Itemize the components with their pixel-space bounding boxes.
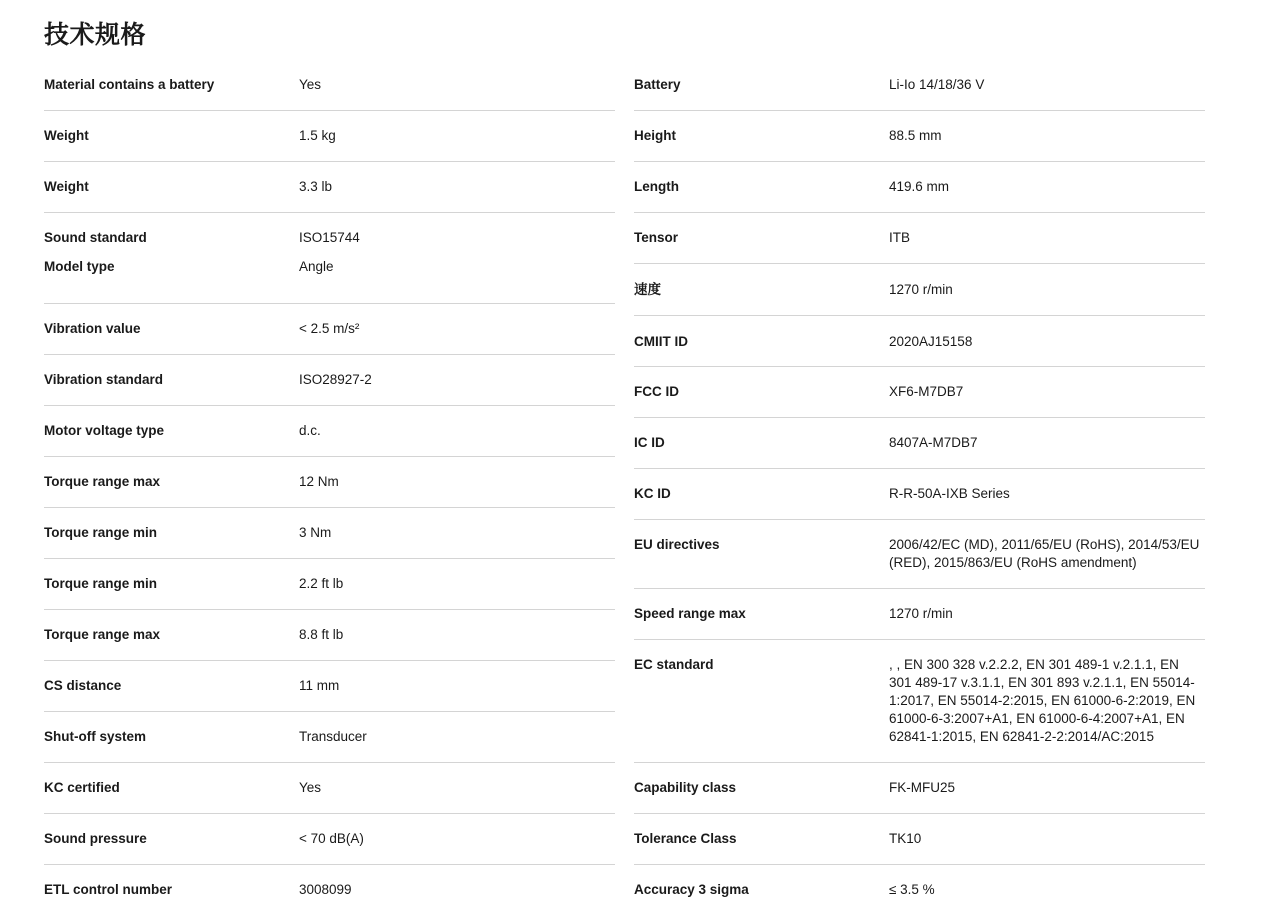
spec-row [634, 111, 1205, 162]
spec-label: Length [634, 179, 679, 194]
spec-value: XF6-M7DB7 [889, 384, 964, 399]
spec-row [44, 355, 615, 406]
spec-row [44, 213, 615, 253]
spec-row [44, 111, 615, 162]
spec-label: Shut-off system [44, 729, 147, 744]
page-title: 技术规格 [44, 20, 147, 49]
spec-row [634, 264, 1205, 316]
spec-label: Material contains a battery [44, 77, 215, 92]
spec-row [44, 763, 615, 814]
spec-label: Weight [44, 179, 89, 194]
spec-label: IC ID [634, 435, 665, 450]
spec-value: 8407A-M7DB7 [889, 435, 978, 450]
spec-row [44, 661, 615, 712]
spec-row [634, 316, 1205, 367]
spec-row [44, 508, 615, 559]
spec-label: KC certified [44, 780, 120, 795]
spec-value: 419.6 mm [889, 179, 950, 194]
spec-label: Tolerance Class [634, 831, 737, 846]
spec-column-right [634, 60, 1205, 904]
spec-value: 11 mm [299, 678, 340, 693]
spec-row [634, 589, 1205, 640]
spec-value: 2006/42/EC (MD), 2011/65/EU (RoHS), 2014/53/EU (RED), 2015/863/EU (RoHS amendment) [889, 537, 1200, 570]
spec-label: Accuracy 3 sigma [634, 882, 749, 897]
spec-label: Speed range max [634, 606, 746, 621]
spec-label: Vibration value [44, 321, 141, 336]
spec-label: Vibration standard [44, 372, 164, 387]
spec-label: EU directives [634, 537, 720, 552]
spec-value: ITB [889, 230, 911, 245]
spec-label: Weight [44, 128, 89, 143]
spec-value: , , EN 300 328 v.2.2.2, EN 301 489-1 v.2.1.1, EN 301 489-17 v.3.1.1, EN 301 893 v.2.1.1, EN 55014-1:2017, EN 55014-2:2015, EN 61000-6-2:2019, EN 61000-6-3:2007+A1, EN 61000-6-4:2007+A1, EN 62841-1:2015, EN 62841-2-2:2014/AC:2015 [889, 657, 1196, 744]
spec-row [44, 712, 615, 763]
spec-label: Torque range min [44, 525, 158, 540]
spec-row [634, 865, 1205, 904]
spec-row [44, 457, 615, 508]
spec-label: 速度 [634, 282, 661, 297]
spec-row [634, 367, 1205, 418]
spec-row [44, 304, 615, 355]
spec-label: Tensor [634, 230, 679, 245]
spec-label: Torque range max [44, 474, 161, 489]
spec-value: Angle [299, 259, 334, 274]
spec-row [634, 640, 1205, 763]
spec-value: FK-MFU25 [889, 780, 956, 795]
spec-row [44, 559, 615, 610]
spec-row [44, 406, 615, 457]
spec-row [634, 213, 1205, 264]
spec-row [634, 60, 1205, 111]
spec-value: 1270 r/min [889, 606, 953, 621]
spec-label: Capability class [634, 780, 737, 795]
spec-label: Battery [634, 77, 681, 92]
spec-value: Yes [299, 780, 322, 795]
spec-label: CS distance [44, 678, 122, 693]
spec-label: FCC ID [634, 384, 679, 399]
spec-value: d.c. [299, 423, 321, 438]
spec-value: ISO15744 [299, 230, 360, 245]
spec-value: 12 Nm [299, 474, 339, 489]
spec-value: 3 Nm [299, 525, 332, 540]
spec-value: 3.3 lb [299, 179, 333, 194]
spec-value: 8.8 ft lb [299, 627, 344, 642]
spec-row [44, 253, 615, 304]
spec-row [44, 865, 615, 904]
spec-value: 88.5 mm [889, 128, 942, 143]
spec-value: R-R-50A-IXB Series [889, 486, 1010, 501]
spec-label: Torque range min [44, 576, 158, 591]
spec-value: Yes [299, 77, 322, 92]
spec-value: < 70 dB(A) [299, 831, 364, 846]
spec-row [44, 814, 615, 865]
spec-label: CMIIT ID [634, 334, 688, 349]
spec-value: 1.5 kg [299, 128, 336, 143]
spec-column-left [44, 60, 615, 904]
spec-value: Transducer [299, 729, 367, 744]
spec-row [44, 162, 615, 213]
spec-row [634, 814, 1205, 865]
spec-label: Sound pressure [44, 831, 147, 846]
spec-value: Li-Io 14/18/36 V [889, 77, 985, 92]
spec-row [634, 469, 1205, 520]
spec-row [44, 60, 615, 111]
spec-value: TK10 [889, 831, 922, 846]
spec-label: KC ID [634, 486, 671, 501]
spec-value: 2.2 ft lb [299, 576, 344, 591]
spec-label: Motor voltage type [44, 423, 165, 438]
spec-label: Model type [44, 259, 115, 274]
spec-value: < 2.5 m/s² [299, 321, 360, 336]
spec-row [44, 610, 615, 661]
spec-row [634, 418, 1205, 469]
spec-row [634, 520, 1205, 589]
spec-label: Sound standard [44, 230, 147, 245]
spec-label: Height [634, 128, 676, 143]
spec-row [634, 162, 1205, 213]
spec-value: 2020AJ15158 [889, 334, 973, 349]
spec-row [634, 763, 1205, 814]
spec-value: ISO28927-2 [299, 372, 372, 387]
spec-label: ETL control number [44, 882, 173, 897]
spec-value: 3008099 [299, 882, 352, 897]
spec-value: 1270 r/min [889, 282, 953, 297]
spec-value: ≤ 3.5 % [889, 882, 935, 897]
spec-label: EC standard [634, 657, 714, 672]
spec-label: Torque range max [44, 627, 161, 642]
